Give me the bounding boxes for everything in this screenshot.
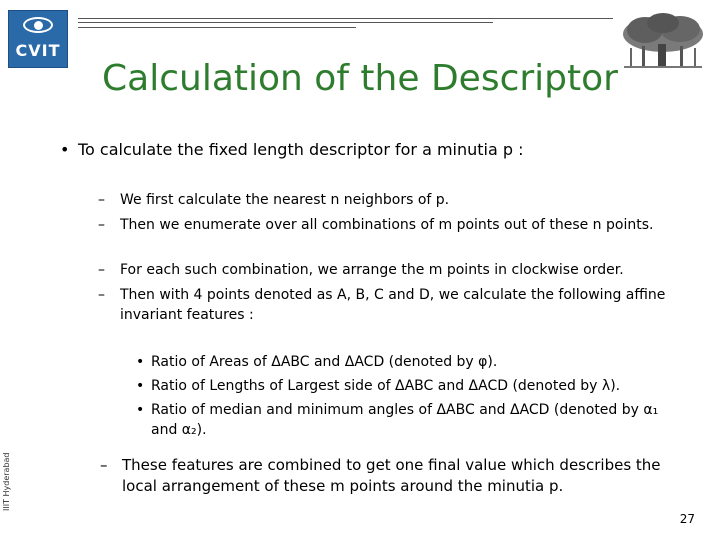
bullet-dot-icon: • xyxy=(136,378,145,394)
logo-text: CVIT xyxy=(9,41,67,61)
dash-icon: – xyxy=(100,456,108,474)
dash-icon: – xyxy=(98,217,105,233)
bullet-dot-icon: • xyxy=(60,140,70,159)
header-rule xyxy=(78,18,613,19)
sub-item-text: Then with 4 points denoted as A, B, C and D, we calculate the following affine invariant features : xyxy=(120,287,666,323)
dash-icon: – xyxy=(98,287,105,303)
eye-pupil-icon xyxy=(34,21,43,30)
cvit-logo xyxy=(8,10,68,68)
main-bullet xyxy=(60,140,524,159)
sub-item-text: For each such combination, we arrange the m points in clockwise order. xyxy=(120,262,624,278)
side-watermark-text: IIIT Hyderabad xyxy=(2,452,11,512)
main-bullet-text: To calculate the fixed length descriptor for a minutia p : xyxy=(78,140,524,159)
sub-item-text: We first calculate the nearest n neighbors of p. xyxy=(120,192,450,208)
feature-text: Ratio of Areas of ΔABC and ΔACD (denoted by φ). xyxy=(151,354,498,370)
slide-title: Calculation of the Descriptor xyxy=(102,58,618,99)
feature-text: Ratio of median and minimum angles of ΔABC and ΔACD (denoted by α₁ and α₂). xyxy=(151,402,659,438)
header-rule xyxy=(78,22,493,23)
feature-text: Ratio of Lengths of Largest side of ΔABC and ΔACD (denoted by λ). xyxy=(151,378,621,394)
final-item-text: These features are combined to get one final value which describes the local arrangement of these m points around the minutia p. xyxy=(122,456,661,495)
header-rule xyxy=(78,27,356,28)
dash-icon: – xyxy=(98,192,105,208)
page-number: 27 xyxy=(679,512,695,526)
bullet-dot-icon: • xyxy=(136,354,145,370)
bullet-dot-icon: • xyxy=(136,402,145,418)
dash-icon: – xyxy=(98,262,105,278)
sub-item-text: Then we enumerate over all combinations of m points out of these n points. xyxy=(120,217,654,233)
